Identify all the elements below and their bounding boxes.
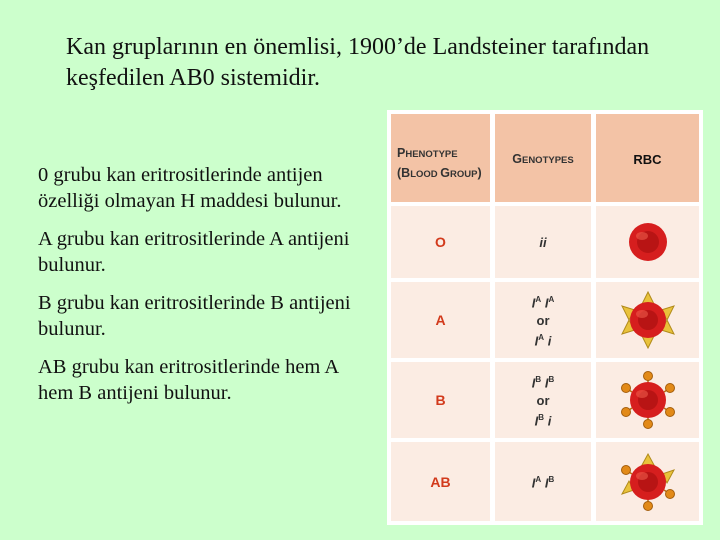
genotype-o: ii (495, 206, 591, 278)
phenotype-a: A (391, 282, 490, 358)
phenotype-b: B (391, 362, 490, 438)
bullet-b: B grubu kan eritrositlerinde B antijeni bulunur. (38, 292, 351, 340)
header-rbc: RBC (596, 114, 699, 202)
rbc-b-icon (596, 362, 699, 438)
slide-title: Kan gruplarının en önemlisi, 1900’de Landsteiner tarafından keşfedilen AB0 sistemidir. (66, 34, 650, 91)
bullet-list (38, 162, 368, 418)
genotype-b: $I^B$ $I^B$ or $I^B$ i (495, 362, 591, 438)
header-phenotype: PHENOTYPE (BLOOD GROUP) (391, 114, 490, 202)
bullet-ab: AB grubu kan eritrositlerinde hem A hem B antijeni bulunur. (38, 356, 339, 404)
header-genotypes: GENOTYPES (495, 114, 591, 202)
bullet-a: A grubu kan eritrositlerinde A antijeni bulunur. (38, 228, 350, 276)
blood-group-table (387, 110, 703, 525)
bullet-o: 0 grubu kan eritrositlerinde antijen özelliği olmayan H maddesi bulunur. (38, 164, 342, 212)
rbc-ab-icon (596, 442, 699, 521)
phenotype-o: O (391, 206, 490, 278)
rbc-a-icon (596, 282, 699, 358)
phenotype-ab: AB (391, 442, 490, 521)
genotype-a: $I^A$ $I^A$ or $I^A$ i (495, 282, 591, 358)
genotype-ab: $I^A$ $I^B$ (495, 442, 591, 521)
rbc-o-icon (596, 206, 699, 278)
